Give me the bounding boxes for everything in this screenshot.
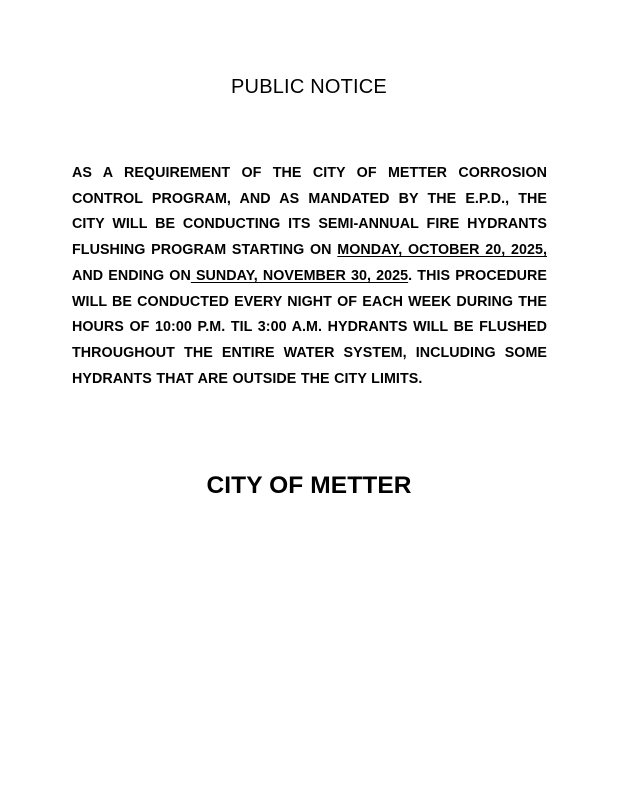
signature-city-name: CITY OF METTER: [206, 472, 412, 499]
body-text-part-2: AND ENDING ON: [72, 267, 191, 284]
body-text-part-1: AS A REQUIREMENT OF THE CITY OF METTER CORROSION CONTROL PROGRAM, AND AS MANDATED BY THE E.P.D., THE CITY WILL BE CONDUCTING ITS SEMI-ANNUAL FIRE HYDRANTS FLUSHING PROGRAM STARTING ON: [72, 165, 547, 259]
page-title: PUBLIC NOTICE: [231, 76, 387, 98]
start-date: MONDAY, OCTOBER 20, 2025,: [337, 242, 547, 259]
end-date: SUNDAY, NOVEMBER 30, 2025: [190, 267, 409, 284]
body-text-part-3: . THIS PROCEDURE WILL BE CONDUCTED EVERY NIGHT OF EACH WEEK DURING THE HOURS OF 10:00 P.M. TIL 3:00 A.M. HYDRANTS WILL BE FLUSHED THROUGHOUT THE ENTIRE WATER SYSTEM, INCLUDING SOME HYDRANTS THAT ARE OUTSIDE THE CITY LIMITS.: [72, 267, 547, 387]
notice-body: [72, 161, 547, 392]
